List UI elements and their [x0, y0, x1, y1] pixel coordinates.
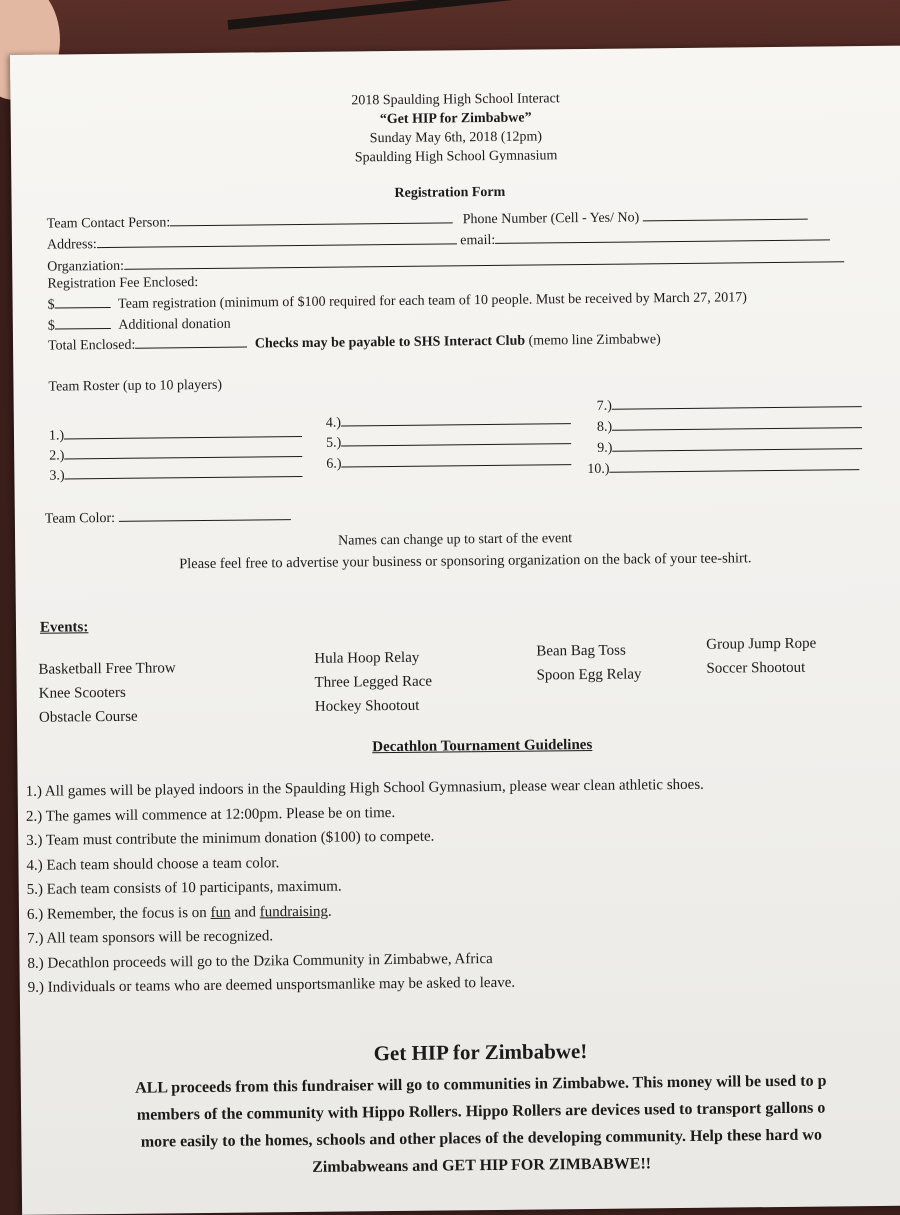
phone-label: Phone Number (Cell - Yes/ No)	[462, 210, 640, 228]
team-reg-text: Team registration (minimum of $100 required for each team of 10 people. Must be received by March 27, 2017)	[118, 290, 747, 312]
advertise-note: Please feel free to advertise your business or sponsoring organization on the back of your tee-shirt.	[179, 550, 752, 573]
events-column-1	[38, 656, 176, 729]
dollar-sign: $	[47, 297, 55, 313]
guideline-emphasis: fun	[210, 904, 231, 921]
email-label: email:	[460, 232, 496, 249]
contact-label: Team Contact Person:	[46, 215, 171, 232]
slot-number: 7.)	[596, 398, 612, 414]
event-item: Obstacle Course	[38, 708, 138, 726]
event-item: Basketball Free Throw	[38, 660, 176, 678]
total-label: Total Enclosed:	[47, 337, 136, 354]
donation-amount-field[interactable]	[55, 316, 111, 330]
slot-number: 8.)	[596, 419, 613, 435]
event-item: Soccer Shootout	[706, 659, 806, 677]
roster-slot-10	[587, 457, 859, 478]
header-event-name: “Get HIP for Zimbabwe”	[379, 110, 532, 128]
player-field[interactable]	[341, 411, 571, 426]
event-item: Spoon Egg Relay	[536, 666, 642, 684]
player-field[interactable]	[341, 431, 571, 446]
slot-number: 4.)	[325, 415, 342, 431]
roster-slot-4	[326, 411, 571, 432]
event-item: Knee Scooters	[38, 684, 126, 702]
registration-flyer	[10, 46, 900, 1215]
guideline-text: and	[234, 903, 257, 921]
closing-section	[20, 1036, 900, 1184]
slot-number: 10.)	[587, 461, 610, 477]
donation-text: Additional donation	[118, 316, 231, 333]
slot-number: 1.)	[48, 428, 65, 444]
team-color-row	[45, 507, 291, 528]
donation-row	[48, 315, 231, 335]
event-item: Bean Bag Toss	[536, 642, 626, 660]
header-date: Sunday May 6th, 2018 (12pm)	[369, 129, 543, 147]
total-row	[48, 330, 661, 354]
events-column-3	[536, 638, 641, 687]
checks-memo: (memo line Zimbabwe)	[528, 332, 661, 349]
address-label: Address:	[46, 237, 97, 253]
header-location: Spaulding High School Gymnasium	[354, 148, 558, 166]
names-note: Names can change up to start of the event	[338, 531, 573, 549]
contact-field[interactable]	[170, 210, 453, 226]
guideline-item: 7.) All team sponsors will be recognized.	[27, 928, 274, 947]
roster-title: Team Roster (up to 10 players)	[48, 377, 223, 395]
guideline-text: .	[327, 903, 332, 920]
roster-slot-1	[49, 424, 302, 445]
player-field[interactable]	[609, 457, 859, 473]
team-color-field[interactable]	[118, 507, 290, 522]
slot-number: 3.)	[49, 468, 65, 484]
dollar-sign: $	[47, 318, 55, 334]
guideline-text: 6.) Remember, the focus is on	[26, 904, 207, 923]
checks-note: Checks may be payable to SHS Interact Club	[254, 333, 526, 352]
closing-line: members of the community with Hippo Rollers. Hippo Rollers are devices used to transport gallons o	[136, 1099, 826, 1124]
phone-field[interactable]	[643, 207, 808, 222]
slot-number: 5.)	[326, 435, 342, 451]
guideline-emphasis: fundraising	[259, 903, 329, 920]
slot-number: 6.)	[326, 456, 342, 472]
organization-field[interactable]	[124, 249, 844, 270]
closing-body	[21, 1067, 900, 1184]
event-item: Hockey Shootout	[314, 697, 420, 715]
header-school: 2018 Spaulding High School Interact	[351, 91, 560, 109]
guideline-item: 9.) Individuals or teams who are deemed unsportsmanlike may be asked to leave.	[27, 974, 516, 996]
guideline-item: 2.) The games will commence at 12:00pm. Please be on time.	[25, 804, 396, 825]
guideline-item: 5.) Each team consists of 10 participants, maximum.	[26, 878, 342, 898]
guidelines-list	[26, 773, 706, 1001]
guideline-item: 1.) All games will be played indoors in the Spaulding High School Gymnasium, please wear clean athletic shoes.	[25, 776, 704, 800]
total-field[interactable]	[135, 335, 247, 349]
event-item: Group Jump Rope	[706, 635, 817, 653]
team-color-label: Team Color:	[44, 510, 116, 527]
form-title: Registration Form	[394, 184, 506, 201]
organization-label: Organziation:	[47, 258, 125, 275]
events-column-2	[314, 646, 432, 719]
guideline-item: 4.) Each team should choose a team color.	[26, 854, 280, 874]
player-field[interactable]	[612, 415, 862, 431]
event-item: Three Legged Race	[314, 673, 433, 691]
team-reg-row	[48, 288, 747, 313]
slot-number: 9.)	[597, 440, 613, 456]
closing-line: Zimbabweans and GET HIP FOR ZIMBABWE!!	[312, 1155, 652, 1176]
fee-label: Registration Fee Enclosed:	[47, 275, 199, 292]
roster-slot-9	[597, 436, 862, 457]
closing-line: ALL proceeds from this fundraiser will go to communities in Zimbabwe. This money will be used to p	[135, 1072, 827, 1097]
player-field[interactable]	[341, 452, 571, 467]
team-reg-amount-field[interactable]	[55, 295, 111, 309]
events-title: Events:	[39, 619, 89, 636]
event-header	[10, 86, 900, 171]
roster-slot-5	[326, 431, 571, 452]
player-field[interactable]	[612, 436, 862, 452]
email-field[interactable]	[495, 227, 830, 244]
roster-slot-3	[49, 464, 302, 485]
events-column-4	[706, 632, 816, 681]
roster-slot-7	[597, 394, 862, 415]
guideline-item: 8.) Decathlon proceeds will go to the Dzika Community in Zimbabwe, Africa	[27, 950, 493, 972]
event-item: Hula Hoop Relay	[314, 649, 420, 667]
player-field[interactable]	[64, 424, 302, 439]
slot-number: 2.)	[49, 448, 65, 464]
roster-slot-8	[597, 415, 862, 436]
player-field[interactable]	[64, 464, 302, 479]
guideline-item: 3.) Team must contribute the minimum donation ($100) to compete.	[26, 828, 435, 849]
address-field[interactable]	[97, 231, 457, 248]
guidelines-title: Decathlon Tournament Guidelines	[372, 736, 593, 756]
closing-title: Get HIP for Zimbabwe!	[373, 1039, 588, 1066]
organization-row	[47, 249, 844, 275]
player-field[interactable]	[64, 444, 302, 459]
roster-slot-6	[326, 452, 571, 473]
roster-slot-2	[49, 444, 302, 465]
closing-line: more easily to the homes, schools and other places of the developing community. Help these hard wo	[140, 1126, 823, 1151]
player-field[interactable]	[612, 394, 862, 410]
